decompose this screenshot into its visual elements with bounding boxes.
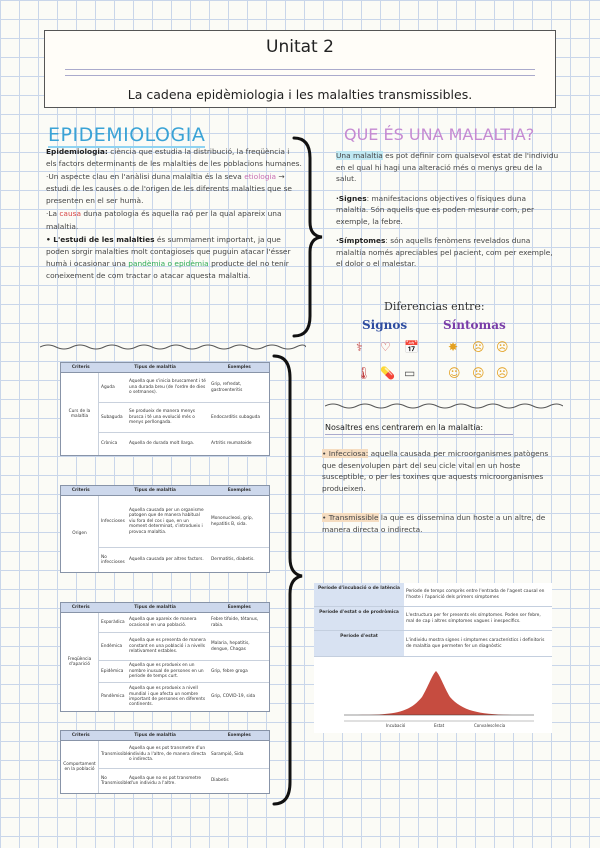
curly-brace-1: [288, 134, 328, 340]
que-es-heading: QUE ÉS UNA MALALTIA?: [344, 125, 535, 144]
title-divider-2: [65, 75, 535, 76]
epidemiologia-text: Epidemiologia: ciència que estudia la distribució, la freqüència i els factors determinants de les malalties de les poblacions humanes. ·Un aspecte clau en l'anàlisi duna malaltia és la seva etiologia → estudi de les causes o de l'origen de les diferents malalties que se presenten en el ser humà. ·La causa duna patologia és aquella raó per la qual apareix una malaltia. • L'estudi de les malalties és summament important, ja que poden sorgir malalties molt contagioses que puguin atacar l'ésser humà i ocasionar una pandèmia o epidèmia producte del no tenir coneixement de com tractar o atacar aquesta malaltia.: [46, 147, 302, 280]
face-icon-5: ☹: [496, 366, 509, 380]
nosaltres-heading: Nosaltres ens centrarem en la malaltia:: [325, 423, 484, 432]
differences-title: Diferencias entre:: [384, 300, 485, 313]
table-row: Epidèmica Aquella que es produeix en un nombre inusual de persones en un període de temps curt. Grip, febre groga: [99, 661, 269, 683]
table-row: Pandèmica Aquella que es produeix a nivell mundial i que afecta un nombre important de persones en diferents continents. Grip, COVID-19, sida: [101, 686, 256, 708]
epidemiologia-heading: EPIDEMIOLOGIA: [48, 124, 206, 146]
table-frequencia: Criteris Tipus de malaltia Exemples Freqüència d'aparició Esporàdica Aquella que apareix de manera ocasional en una població. Febre tifoide, tètanus, rabia. Endèmica Aquella que es presenta de manera constant en una població i a nivells relativament estables. Malaria, hepatitis, dengue, Chagas Epidèmica Aquella que es produeix en un nombre inusual de persones en un període de temps curt. Grip, febre groga Pandèmica Aquella que es produeix a nivell mundial i que afecta un nombre important de persones en diferents continents. Grip, COVID-19, sida: [60, 602, 270, 712]
signos-label: Signos: [362, 318, 408, 332]
face-icon-2: ☹: [496, 340, 509, 354]
title-box: [44, 30, 556, 108]
thermometer-icon: 🌡: [356, 366, 372, 380]
curve-area: [354, 671, 524, 715]
unit-subtitle: La cadena epidèmiologia i les malalties transmissibles.: [127, 87, 473, 102]
wave-divider-right: [325, 402, 563, 410]
x-label: Incubació: [386, 723, 406, 728]
group-label: Origen: [61, 496, 99, 572]
curly-brace-2: [270, 352, 310, 808]
pill-icon: 💊: [380, 366, 395, 380]
col-header: Exemples: [227, 365, 251, 370]
group-label: Comportament en la població: [61, 741, 99, 793]
table-row: Període d'incubació o de latència Període de temps comprès entre l'entrada de l'agent causal en l'hoste i l'aparició dels primers símptomes: [314, 583, 552, 607]
col-header: Criteris: [71, 365, 90, 370]
col-header: Tipus de malaltia: [134, 365, 176, 370]
table-origen: Criteris Tipus de malaltia Exemples Origen Infeccioses Aquella causada per un organisme patogen que de manera habitual viu fora del cos i que, en un moment determinat, s'introdueix i provoca malaltia. Mononucleosi, grip, hepatitis B, sida. No infeccioses Aquella causada per altres factors. Dermatitis, diabetis.: [60, 485, 270, 573]
table-row: No Transmissible Aquella que no es pot transmetre d'un individu a l'altre. Diabetis: [101, 775, 229, 786]
x-label: Convalescència: [474, 723, 506, 728]
signos-icon-1: ⚕: [356, 340, 363, 354]
table-row: Crònica Aquella de durada molt llarga. Artritis reumatoide: [101, 441, 252, 447]
table-row: Endèmica Aquella que es presenta de manera constant en una població i a nivells relativament estables. Malaria, hepatitis, dengue, Chagas: [99, 633, 269, 661]
sintomas-label: Síntomas: [443, 318, 506, 332]
table-row: No infeccioses Aquella causada per altres factors. Dermatitis, diabetis.: [101, 554, 255, 565]
sintomas-icon-1: ✸: [448, 340, 459, 354]
title-divider: [65, 69, 535, 70]
group-label: Freqüència d'aparició: [61, 613, 99, 711]
device-icon: ▭: [404, 366, 416, 380]
x-label: Estat: [434, 723, 445, 728]
chain-table: [314, 583, 552, 657]
que-es-text: Una malaltia es pot definir com qualsevol estat de l'individu en el qual hi hagi una alteració més o menys greu de la salut. ·Signes: manifestacions objectives o físiques duna malaltia. Són aquells que es poden mesurar com, per exemple, la febre. ·Símptomes: són aquells fenòmens revelados duna malaltia només apreciables pel pacient, com per exemple, el dolor o el malestar.: [336, 151, 559, 268]
table-row: Transmissible Aquella que es pot transmetre d'un individu a l'altre, de manera directa o indirecta. Sarampió, Sida: [99, 741, 269, 769]
table-row: Infeccioses Aquella causada per un organisme patogen que de manera habitual viu fora del cos i que, en un moment determinat, s'introdueix i provoca malaltia. Mononucleosi, grip, hepatitis B, sida.: [99, 496, 269, 548]
disease-curve-chart: [314, 657, 552, 733]
calendar-icon: 📅: [404, 340, 419, 354]
table-row: Esporàdica Aquella que apareix de manera ocasional en una població. Febre tifoide, tètanus, rabia.: [99, 613, 269, 633]
table-row: Subaguda Se produeix de manera menys brusca i té una evolució més o menys perllongada. Endocarditis subaguda: [99, 403, 269, 433]
group-label: Curs de la malaltia: [61, 373, 99, 455]
nosaltres-underline: [325, 434, 513, 435]
heart-icon: ♡: [380, 340, 391, 354]
face-icon-4: ☹: [472, 366, 485, 380]
face-icon-3: ☺: [448, 366, 461, 380]
table-curs: [60, 362, 270, 456]
table-row: Període d'estat L'individu mostra signes i símptomes característics i definitoris de malaltia que permeten fer un diagnòstic: [314, 631, 552, 657]
unit-title: Unitat 2: [266, 37, 334, 57]
table-row: Període d'estat o de prodròmica L'estructura per fer presents els símptomes. Poden ser febre, mal de cap i altres símptomes vagues i inespecífics.: [314, 607, 552, 631]
table-comportament: Criteris Tipus de malaltia Exemples Comportament en la població Transmissible Aquella que es pot transmetre d'un individu a l'altre, de manera directa o indirecta. Sarampió, Sida No Transmissible Aquella que no es pot transmetre d'un individu a l'altre. Diabetis: [60, 730, 270, 794]
wave-divider-left: [40, 343, 306, 351]
face-icon-1: ☹: [472, 340, 485, 354]
table-row: Aguda Aquella que s'inicia bruscament i té una durada breu (de l'ordre de dies o setmanes). Grip, refredat, gastroenteritis: [99, 373, 269, 403]
infecciosa-text: • Infecciosa: aquella causada per microorganismes patògens que desenvolupen part del seu cicle vital en un hoste susceptible, o per les toxines que aquests microorganismes produeixen. • Transmissible la que es dissemina dun hoste a un altre, de manera directa o indirecta.: [322, 449, 549, 534]
